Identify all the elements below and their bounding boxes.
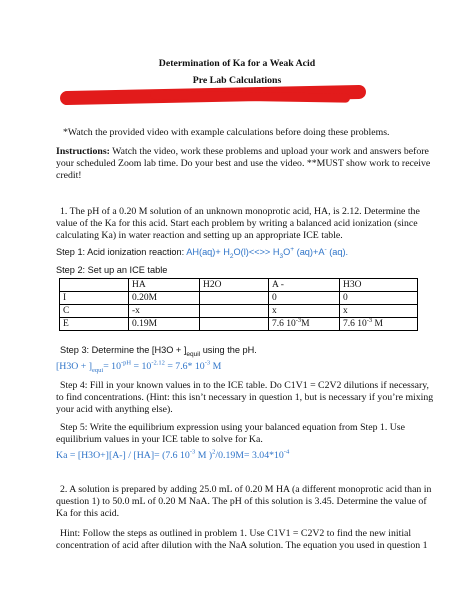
- step1-reaction: $AH(aq)+ H_2O(l)<<>> H_3O^+$ (aq)+A- (aq).: [186, 245, 349, 260]
- ice-table-row-equilibrium: E 0.19M 7.6 $10^{-3}M$ 7.6 $10^{-3}$ M: [60, 318, 418, 331]
- step4-line-1: Step 4: Fill in your known values in to the ICE table. Do C1V1 = C2V2 dilutions if necessary,: [60, 380, 429, 391]
- problem2-line-2: question 1) to 50.0 mL of 0.20 M NaA. The pH of this solution is 3.45. Determine the value of: [56, 496, 427, 507]
- problem1-line-2: value of the Ka for this acid. Start each problem by writing a balanced acid ionization (since: [56, 218, 418, 229]
- problem2-line-1: 2. A solution is prepared by adding 25.0 mL of 0.20 M HA (a different monoprotic acid than in: [60, 484, 432, 495]
- hint-line-2: concentration of acid after dilution with the NaA solution. The equation you used in question 1: [56, 540, 428, 551]
- step5-calculation: Ka = [H3O+][A-] / [HA]= (7.6 $10^{-3}$ M )$^2/0.19M= 3.04*10^{-4}$: [56, 448, 290, 461]
- ice-table-header-row: HA H2O A - H3O: [60, 279, 418, 292]
- problem2-line-3: Ka for this acid.: [56, 508, 120, 519]
- video-note: *Watch the provided video with example calculations before doing these problems.: [63, 127, 390, 138]
- step1-line: Step 1: Acid ionization reaction: $AH(aq)+ H_2O(l)<<>> H_3O^+$ (aq)+A- (aq).: [56, 245, 349, 260]
- step5-line-2: equilibrium values in your ICE table to solve for Ka.: [56, 434, 263, 445]
- instructions-line-3: credit!: [56, 170, 82, 181]
- problem1-line-3: calculating Ka) in water reaction and setting up an appropriate ICE table.: [56, 230, 343, 241]
- ice-table-row-initial: I 0.20M 0 0: [60, 292, 418, 305]
- ice-table-row-change: C -x x x: [60, 305, 418, 318]
- step5-line-1: Step 5: Write the equilibrium expression using your balanced equation from Step 1. Use: [60, 422, 405, 433]
- instructions-label: Instructions:: [56, 146, 110, 157]
- ice-table: [59, 278, 418, 331]
- step4-line-3: your acid with anything else).: [56, 404, 173, 415]
- step2-label: Step 2: Set up an ICE table: [56, 265, 168, 275]
- document-subtitle: Pre Lab Calculations: [192, 75, 282, 86]
- document-title: Determination of Ka for a Weak Acid: [158, 58, 316, 69]
- step3-calculation: $[H3O + ]_{equi}= 10^{-pH} = 10^{-2.12} = 7.6*$ $10^{-3}$ M: [56, 359, 222, 374]
- hint-line-1: Hint: Follow the steps as outlined in problem 1. Use C1V1 = C2V2 to find the new initial: [60, 528, 412, 539]
- instructions-line-1: Instructions: Watch the video, work these problems and upload your work and answers before: [56, 146, 429, 157]
- step4-line-2: to find concentrations. (Hint: this isn’t necessary in question 1, but is necessary if you’re mixing: [56, 392, 434, 403]
- instructions-line-2: your scheduled Zoom lab time. Do your best and use the video. **MUST show work to receive: [56, 158, 431, 169]
- step3-label: Step 3: Determine the $[H3O + ]_{equil}$ using the pH.: [60, 345, 257, 358]
- problem1-line-1: 1. The pH of a 0.20 M solution of an unknown monoprotic acid, HA, is 2.12. Determine the: [60, 206, 420, 217]
